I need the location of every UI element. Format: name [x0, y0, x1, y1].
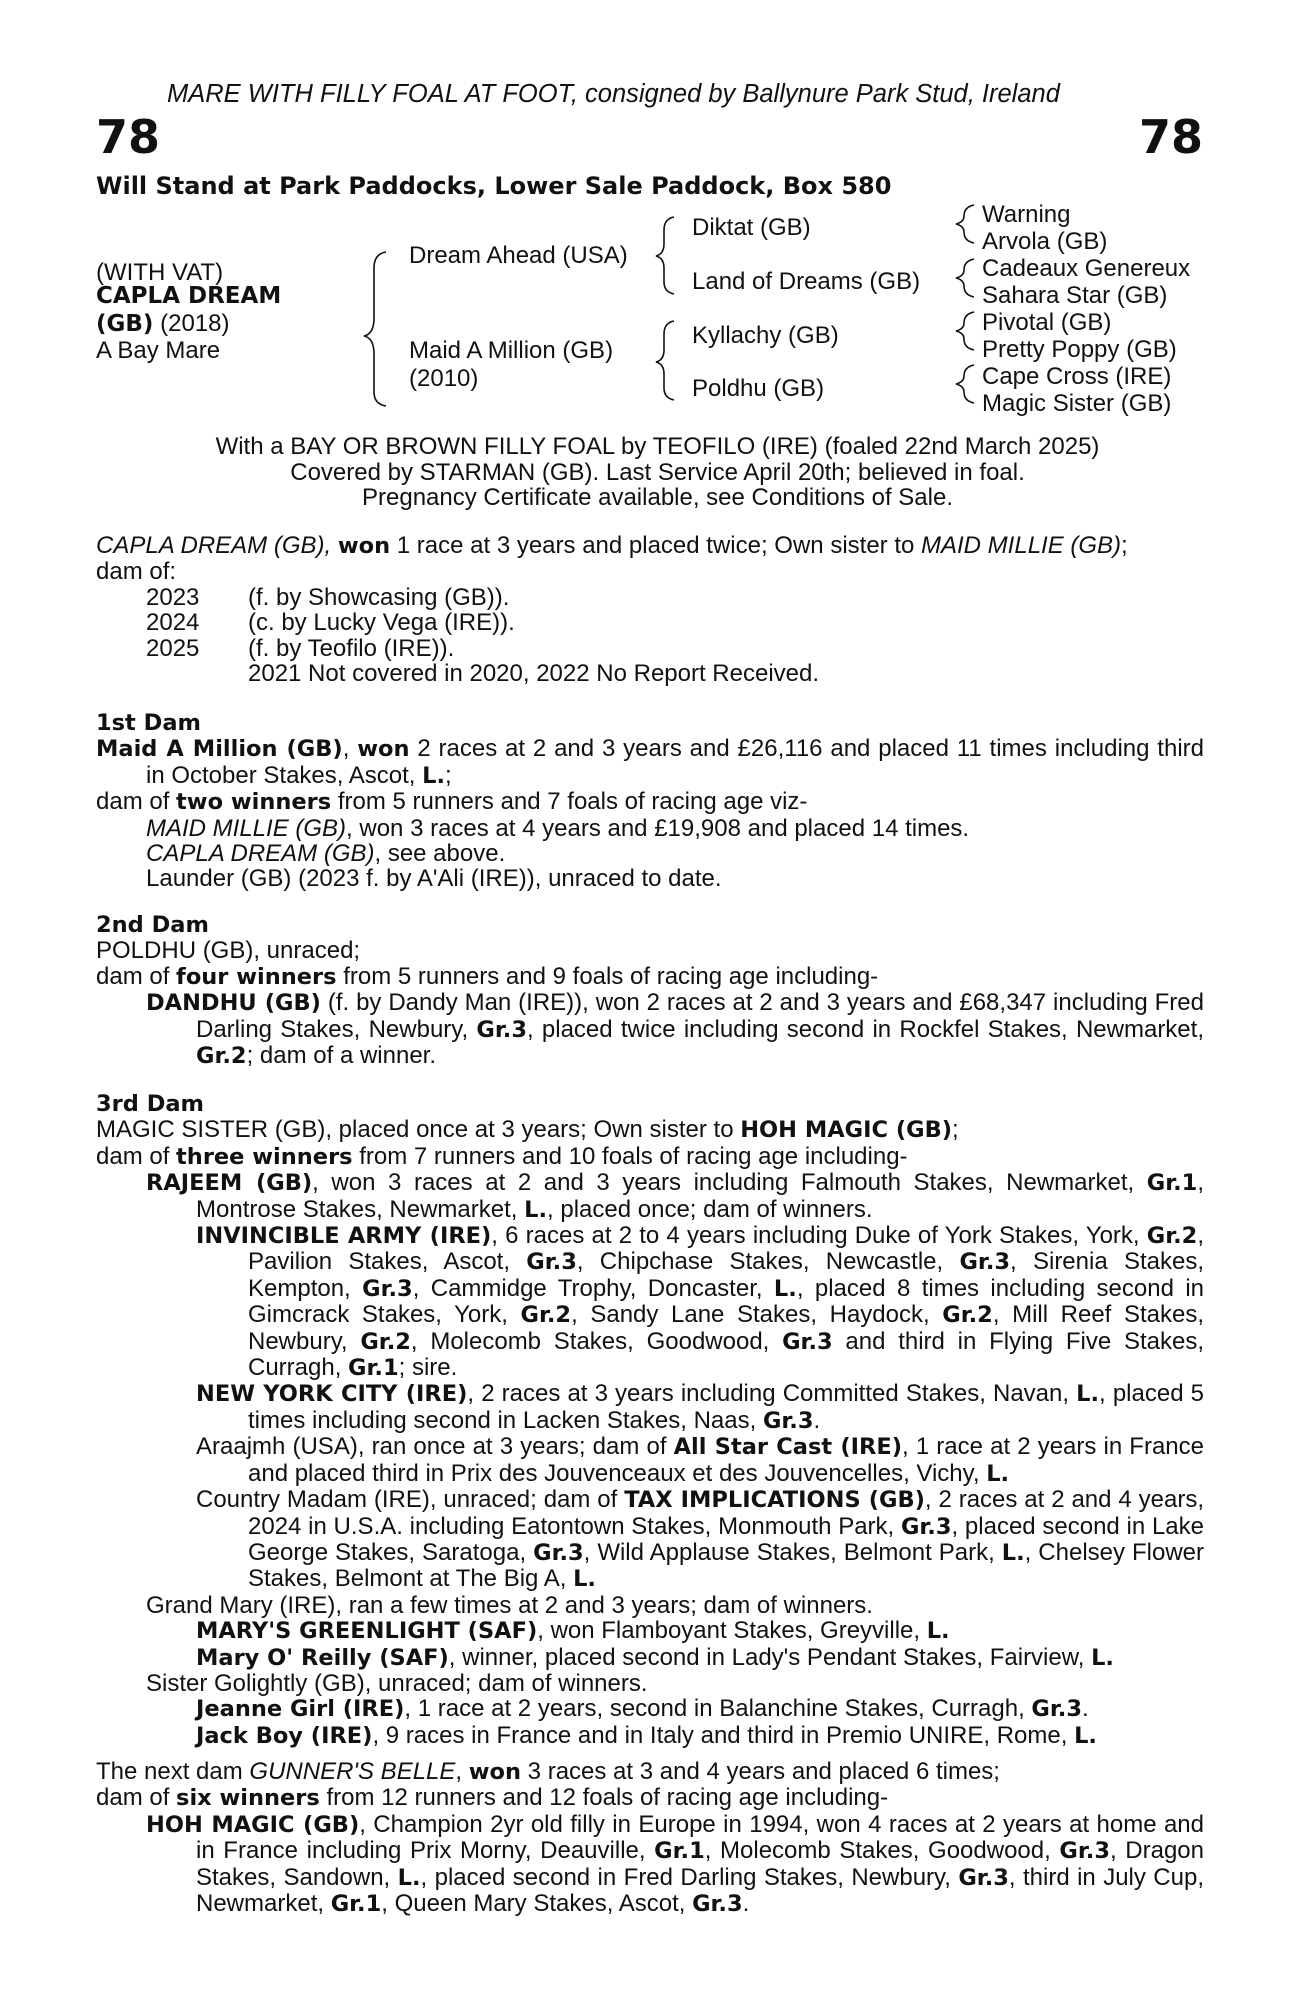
nyc-text: .	[813, 1406, 821, 1434]
grade-mark: Gr.3	[526, 1249, 577, 1276]
mare-name: CAPLA DREAM (GB),	[96, 532, 332, 559]
next-dam-intro: The next dam	[96, 1758, 250, 1785]
ara-text: , 1 race at 2 years in France and placed third in Prix des Jouvenceaux et des Jouvencelles, Vichy,	[248, 1433, 1205, 1487]
produce-invincible-army: INVINCIBLE ARMY (IRE)	[196, 1223, 492, 1250]
cm-text: , 2 races at 2 and 4 years, 2024 in U.S.A. including Eatontown Stakes, Monmouth Park,	[248, 1486, 1204, 1540]
produce-mary-o-reilly: Mary O' Reilly (SAF)	[196, 1644, 449, 1671]
listed-mark: L.	[397, 1864, 421, 1891]
grade-mark: Gr.2	[520, 1302, 572, 1329]
ia-text: , Sandy Lane Stakes, Haydock,	[571, 1301, 943, 1329]
second-dam-heading: 2nd Dam	[96, 912, 209, 938]
first-dam-winners: two winners	[176, 789, 332, 816]
produce-sister-golightly: Sister Golightly (GB), unraced; dam of winners.	[146, 1669, 648, 1697]
grade-mark: Gr.3	[900, 1513, 952, 1540]
produce-year: 2023	[146, 583, 200, 611]
hm-text: , Champion 2yr old filly in Europe in 1994, won 4 races at 2 years at home and in France including Prix Morny, Deauville,	[196, 1810, 1205, 1865]
listed-mark: L.	[573, 1566, 596, 1593]
first-dam-won: won	[357, 736, 410, 763]
produce-jack-boy: Jack Boy (IRE)	[196, 1722, 373, 1749]
second-dam-section	[96, 913, 1204, 1069]
jg-text: .	[1081, 1695, 1089, 1723]
listed-mark: L.	[773, 1275, 797, 1302]
produce-launder: Launder (GB) (2023 f. by A'Ali (IRE)), unraced to date.	[146, 865, 722, 893]
produce-row	[146, 610, 515, 635]
dandhu-t1: (f. by Dandy Man (IRE)), won 2 races at 2 and 3 years and £68,347 including Fred Darling Stakes, Newbury,	[196, 989, 1204, 1043]
brace-dd	[956, 365, 974, 403]
nyc-text: , 2 races at 3 years including Committed Stakes, Navan,	[467, 1380, 1077, 1408]
third-dam-sister: HOH MAGIC (GB)	[740, 1117, 953, 1144]
produce-new-york-city: NEW YORK CITY (IRE)	[196, 1381, 468, 1408]
ia-text: , Cammidge Trophy, Doncaster,	[412, 1274, 774, 1302]
horse-country: (GB)	[96, 311, 154, 337]
third-dam-section	[96, 1092, 1204, 1749]
third-dam-heading: 3rd Dam	[96, 1091, 204, 1117]
listed-mark: L.	[1091, 1644, 1114, 1671]
hm-text: , Dragon Stakes, Sandown,	[196, 1837, 1204, 1891]
cover-note: Covered by STARMAN (GB). Last Service April 20th; believed in foal.	[290, 458, 1025, 486]
dandhu-t2: , placed twice including second in Rockfel Stakes, Newmarket,	[526, 1015, 1204, 1043]
pedigree-dss: Pivotal (GB)	[982, 309, 1112, 336]
ia-text: , Pavilion Stakes, Ascot,	[248, 1222, 1205, 1276]
produce-table	[146, 585, 515, 661]
pedigree-sire-sire: Diktat (GB)	[692, 214, 811, 241]
produce-desc: (c. by Lucky Vega (IRE)).	[248, 609, 515, 637]
cm-text: , Wild Applause Stakes, Belmont Park,	[583, 1538, 1002, 1566]
ia-text: , Mill Reef Stakes, Newbury,	[248, 1301, 1204, 1355]
rajeem-t2: , Montrose Stakes, Newmarket,	[196, 1169, 1204, 1223]
produce-capla-dream: CAPLA DREAM (GB)	[146, 840, 375, 868]
grade-mark: Gr.3	[958, 1864, 1009, 1891]
rajeem-t3: , placed once; dam of winners.	[547, 1195, 873, 1223]
dandhu-t3: ; dam of a winner.	[246, 1042, 436, 1070]
rajeem-t1: , won 3 races at 2 and 3 years including Falmouth Stakes, Newmarket,	[312, 1169, 1147, 1197]
vat-label: (WITH VAT)	[96, 259, 224, 286]
pedigree-sds: Cadeaux Genereux	[982, 255, 1191, 282]
third-dam-winners: three winners	[176, 1143, 353, 1170]
lot-number-right: 78	[1138, 110, 1203, 164]
hm-text: , third in July Cup, Newmarket,	[196, 1863, 1204, 1918]
produce-rajeem: RAJEEM (GB)	[146, 1170, 313, 1197]
third-dam-intro: MAGIC SISTER (GB), placed once at 3 years; Own sister to	[96, 1116, 741, 1144]
produce-note: 2021 Not covered in 2020, 2022 No Report Received.	[248, 660, 820, 688]
next-dam-damof: dam of	[96, 1784, 177, 1812]
grade-mark: Gr.3	[533, 1539, 584, 1566]
produce-desc: (f. by Teofilo (IRE)).	[248, 634, 455, 662]
mare-text: 1 race at 3 years and placed twice; Own sister to	[390, 532, 922, 559]
stand-location: Will Stand at Park Paddocks, Lower Sale Paddock, Box 580	[96, 172, 892, 200]
hm-text: , Molecomb Stakes, Goodwood,	[704, 1837, 1060, 1865]
pedigree-sdd: Sahara Star (GB)	[982, 282, 1168, 309]
produce-jeanne-girl: Jeanne Girl (IRE)	[196, 1696, 405, 1723]
grade-mark: Gr.3	[692, 1891, 743, 1918]
page-title: MARE WITH FILLY FOAL AT FOOT, consigned by Ballynure Park Stud, Ireland	[167, 80, 1060, 108]
grade-mark: Gr.1	[1146, 1170, 1198, 1197]
jb-text: , 9 races in France and in Italy and third in Premio UNIRE, Rome,	[372, 1721, 1075, 1749]
first-dam-record: 2 races at 2 and 3 years and £26,116 and placed 11 times including third in October Stakes, Ascot,	[146, 735, 1204, 789]
second-dam-damof: dam of	[96, 962, 177, 990]
next-dam-name: GUNNER'S BELLE	[249, 1758, 456, 1785]
pedigree-sss: Warning	[982, 201, 1071, 228]
brace-dam	[656, 321, 674, 400]
mg-text: , won Flamboyant Stakes, Greyville,	[537, 1617, 927, 1645]
next-dam-won: won	[468, 1759, 522, 1785]
grade-mark: Gr.3	[959, 1249, 1011, 1276]
grade-mark: Gr.3	[476, 1016, 527, 1043]
pedigree-dds: Cape Cross (IRE)	[982, 363, 1172, 390]
ia-text: , Sirenia Stakes, Kempton,	[248, 1248, 1205, 1302]
cm-text: , placed second in Lake George Stakes, Saratoga,	[248, 1512, 1204, 1566]
ia-text: , Chipchase Stakes, Newcastle,	[576, 1248, 960, 1276]
lot-number-left: 78	[96, 110, 161, 164]
produce-marys-greenlight: MARY'S GREENLIGHT (SAF)	[196, 1618, 538, 1645]
ia-text: , 6 races at 2 to 4 years including Duke of York Stakes, York,	[491, 1222, 1147, 1250]
horse-year: (2018)	[160, 310, 230, 337]
ia-text: , placed 8 times including second in Gimcrack Stakes, York,	[248, 1274, 1204, 1329]
third-dam-intro-end: ;	[952, 1116, 959, 1144]
grade-mark: Gr.1	[348, 1355, 399, 1382]
produce-grand-mary: Grand Mary (IRE), ran a few times at 2 and 3 years; dam of winners.	[146, 1591, 873, 1619]
grade-mark: Gr.2	[360, 1328, 411, 1355]
nyc-text: , placed 5 times including second in Lacken Stakes, Naas,	[248, 1380, 1205, 1434]
third-dam-damof: dam of	[96, 1142, 177, 1170]
produce-hoh-magic: HOH MAGIC (GB)	[146, 1811, 360, 1838]
produce-year: 2024	[146, 609, 200, 637]
produce-row	[146, 585, 515, 610]
grade-mark: Gr.3	[1059, 1838, 1110, 1865]
brace-sire	[656, 217, 674, 294]
second-dam-damof-end: from 5 runners and 9 foals of racing age including-	[336, 962, 879, 990]
produce-year: 2025	[146, 634, 200, 662]
grade-mark: Gr.3	[782, 1328, 833, 1355]
ia-text: , Molecomb Stakes, Goodwood,	[410, 1327, 783, 1355]
produce-maid-millie-text: , won 3 races at 4 years and £19,908 and placed 14 times.	[346, 814, 970, 842]
listed-mark: L.	[524, 1196, 548, 1223]
first-dam-damof-end: from 5 runners and 7 foals of racing age viz-	[331, 788, 808, 816]
next-dam-damof-end: from 12 runners and 12 foals of racing age including-	[319, 1784, 889, 1812]
produce-tax-implications: TAX IMPLICATIONS (GB)	[624, 1487, 925, 1514]
first-dam-record-end: ;	[445, 761, 452, 789]
grade-mark: Gr.3	[1031, 1696, 1082, 1723]
pedigree-dam-year: (2010)	[409, 365, 479, 392]
brace-sd	[956, 259, 974, 297]
produce-country-madam: Country Madam (IRE), unraced; dam of	[196, 1486, 625, 1514]
pedigree-dam: Maid A Million (GB)	[409, 337, 614, 364]
listed-mark: L.	[986, 1460, 1010, 1487]
hm-text: , placed second in Fred Darling Stakes, Newbury,	[420, 1863, 959, 1891]
second-dam-winners: four winners	[176, 963, 337, 990]
mare-sister: MAID MILLIE (GB)	[921, 532, 1122, 559]
pedigree-ssd: Arvola (GB)	[982, 228, 1108, 255]
grade-mark: Gr.2	[942, 1302, 993, 1329]
grade-mark: Gr.1	[330, 1891, 382, 1918]
listed-mark: L.	[422, 762, 446, 789]
foal-note: With a BAY OR BROWN FILLY FOAL by TEOFILO (IRE) (foaled 22nd March 2025)	[215, 433, 1100, 460]
grade-mark: Gr.1	[654, 1838, 705, 1865]
ia-text: and third in Flying Five Stakes, Curragh,	[248, 1327, 1204, 1382]
produce-all-star-cast: All Star Cast (IRE)	[673, 1434, 903, 1461]
ia-text: ; sire.	[398, 1354, 458, 1382]
next-dam-record: 3 races at 3 and 4 years and placed 6 times;	[521, 1758, 1000, 1785]
brace-ds	[956, 312, 974, 350]
grade-mark: Gr.3	[362, 1275, 413, 1302]
produce-desc: (f. by Showcasing (GB)).	[248, 583, 510, 611]
third-dam-damof-end: from 7 runners and 10 foals of racing age including-	[352, 1142, 908, 1170]
mare-damof: dam of:	[96, 558, 177, 586]
next-dam-section	[96, 1759, 1204, 1917]
listed-mark: L.	[926, 1618, 950, 1645]
pedigree-dam-sire: Kyllachy (GB)	[692, 322, 839, 349]
next-dam-winners: six winners	[176, 1785, 320, 1812]
cm-text: , Chelsey Flower Stakes, Belmont at The Big A,	[248, 1538, 1204, 1593]
pregnancy-note: Pregnancy Certificate available, see Conditions of Sale.	[362, 484, 953, 511]
sale-notes	[0, 434, 1315, 511]
grade-mark: Gr.2	[1146, 1223, 1198, 1250]
produce-row	[146, 636, 515, 661]
hm-text: , Queen Mary Stakes, Ascot,	[381, 1890, 693, 1918]
pedigree-dsd: Pretty Poppy (GB)	[982, 336, 1177, 363]
mare-won: won	[337, 533, 391, 559]
produce-dandhu: DANDHU (GB)	[146, 990, 321, 1017]
second-dam-intro: POLDHU (GB), unraced;	[96, 937, 361, 965]
mor-text: , winner, placed second in Lady's Pendant Stakes, Fairview,	[448, 1643, 1092, 1671]
hm-text: .	[742, 1890, 750, 1918]
jg-text: , 1 race at 2 years, second in Balanchine Stakes, Curragh,	[404, 1695, 1032, 1723]
grade-mark: Gr.2	[196, 1043, 247, 1070]
pedigree-sire: Dream Ahead (USA)	[409, 242, 628, 269]
pedigree-sire-dam: Land of Dreams (GB)	[692, 268, 921, 295]
first-dam-name: Maid A Million (GB)	[96, 736, 343, 763]
produce-araajmh: Araajmh (USA), ran once at 3 years; dam of	[196, 1433, 674, 1461]
produce-capla-dream-text: , see above.	[374, 840, 506, 868]
horse-name: CAPLA DREAM	[96, 283, 282, 309]
pedigree-ddd: Magic Sister (GB)	[982, 390, 1172, 417]
listed-mark: L.	[1074, 1722, 1097, 1749]
grade-mark: Gr.3	[762, 1407, 814, 1434]
brace-main	[364, 252, 386, 406]
mare-text-end: ;	[1121, 532, 1128, 559]
produce-maid-millie: MAID MILLIE (GB)	[146, 814, 347, 842]
listed-mark: L.	[1001, 1539, 1025, 1566]
mare-summary	[96, 533, 1204, 686]
first-dam-damof: dam of	[96, 788, 177, 816]
first-dam-section: 1st Dam Maid A Million (GB), won 2 races at 2 and 3 years and £26,116 and placed 11 times including third in October Stakes, Ascot, L.; dam of two winners from 5 runners and 7 foals of racing age viz- MAID MILLIE (GB), won 3 races at 4 years and £19,908 and placed 14 times. CAPLA DREAM (GB), see above. Launder (GB) (2023 f. by A'Ali (IRE)), unraced to date.	[96, 710, 1204, 893]
next-dam-sep: ,	[455, 1758, 469, 1785]
pedigree-dam-dam: Poldhu (GB)	[692, 375, 825, 402]
listed-mark: L.	[1076, 1381, 1100, 1408]
brace-ss	[956, 205, 974, 243]
first-dam-heading: 1st Dam	[96, 710, 201, 736]
horse-description: A Bay Mare	[96, 337, 221, 364]
